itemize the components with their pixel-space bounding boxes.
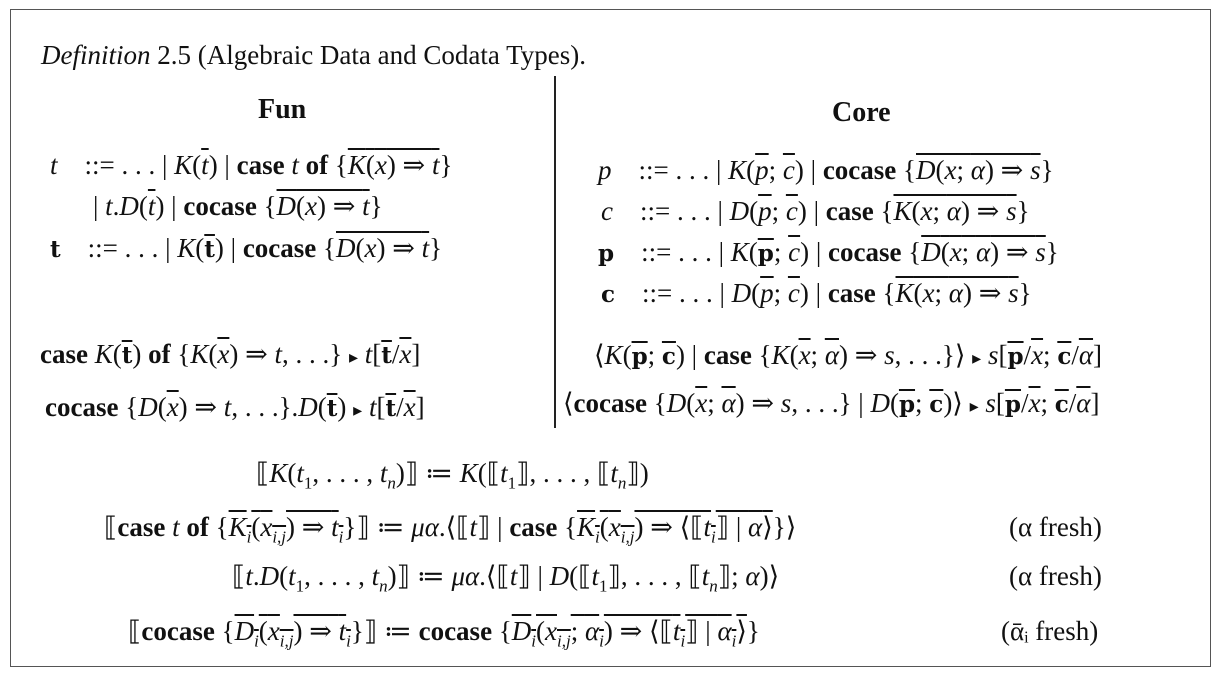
definition-caption: (Algebraic Data and Codata Types). — [197, 40, 586, 70]
side-condition-2: (α fresh) — [1009, 512, 1102, 542]
fun-grammar-line-1: t ::= . . . | $K(\overline{t})$ | case t of {K(x) ⇒ t} — [50, 150, 453, 180]
fun-reduction-1: case $K(\overline{t})$ of {$K(\overline{x})$ ⇒ t, . . .} ▸ $t[\overline{t}/\overline{x}]$ — [40, 339, 421, 369]
side-condition-3: (α fresh) — [1009, 561, 1102, 591]
fun-reduction-2: cocase {$D(\overline{x})$ ⇒ t, . . $.\}.D(\overline{t})$ ▸ $t[\overline{t}/\overline{x}]$ — [45, 392, 425, 422]
fun-grammar-line-3: t ::= . . . | $K(\overline{t})$ | cocase {D(x) ⇒ t} — [50, 233, 443, 263]
definition-label: Definition — [41, 40, 151, 70]
core-grammar-line-1: p ::= . . . | $K(\overline{p}$; $\overline{c}$) | cocase {D(x; α) ⇒ s} — [598, 155, 1054, 185]
core-grammar-line-2: c ::= . . . | $D(\overline{p}$; $\overline{c}$) | case {K(x; α) ⇒ s} — [601, 196, 1030, 226]
translation-rule-1: $⟦K(t_1$, . . . , $t_n)⟧$ ≔ $K(⟦t_1⟧$, . . . , $⟦t_n⟧$) — [256, 458, 649, 493]
core-reduction-1: $⟨K(\overline{p}$; $\overline{c}$) | case {$K(\overline{x}$; $\overline{\alpha}$) ⇒ s, . . .}⟩ ▸ $s[\overline{p}/\overline{x}$; $\overline{c}/\overline{\alpha}$] — [594, 340, 1103, 370]
core-grammar-line-4: c ::= . . . | $D(\overline{p}$; $\overline{c}$) | case {K(x; α) ⇒ s} — [601, 278, 1032, 308]
fun-grammar-line-2: | $t.D(\overline{t})$ | cocase {D(x) ⇒ t} — [93, 191, 383, 221]
definition-number: 2.5 — [157, 40, 191, 70]
core-reduction-2: ⟨cocase {$D(\overline{x}$; $\overline{\alpha}$) ⇒ s, . . .} | $D(\overline{p}$; $\overline{c})⟩$ ▸ $s[\overline{p}/\overline{x}$; $\overline{c}/\overline{\alpha}$] — [563, 388, 1100, 418]
translation-rule-3: $⟦t.D(t_1$, . . . , $t_n)⟧$ ≔ μα.⟨⟦t⟧ | $D(⟦t_1⟧$, . . . , $⟦t_n⟧$; α)⟩ — [232, 561, 780, 596]
translation-rule-2: ⟦case t of {$K_i(x_{i,j})$ ⇒ $t_i\}⟧$ ≔ μα.⟨⟦t⟧ | case {$K_i(x_{i,j})$ ⇒ $⟨⟦t_i⟧$ | α⟩}⟩ — [104, 512, 797, 547]
column-divider — [554, 76, 556, 428]
definition-title — [41, 42, 586, 69]
core-grammar-line-3: p ::= . . . | $K(\overline{p}$; $\overline{c}$) | cocase {D(x; α) ⇒ s} — [598, 237, 1059, 267]
fun-heading: Fun — [258, 94, 307, 125]
translation-rule-4: ⟦cocase {$D_i(x_{i,j})$ ⇒ $t_i\}⟧$ ≔ cocase {$D_i(x_{i,j}$; $\alpha_i$) ⇒ $⟨⟦t_i⟧$ | $\alpha_i⟩$} — [128, 616, 760, 651]
side-condition-4: (ᾱᵢ fresh) — [1001, 616, 1099, 646]
core-heading: Core — [832, 97, 891, 128]
